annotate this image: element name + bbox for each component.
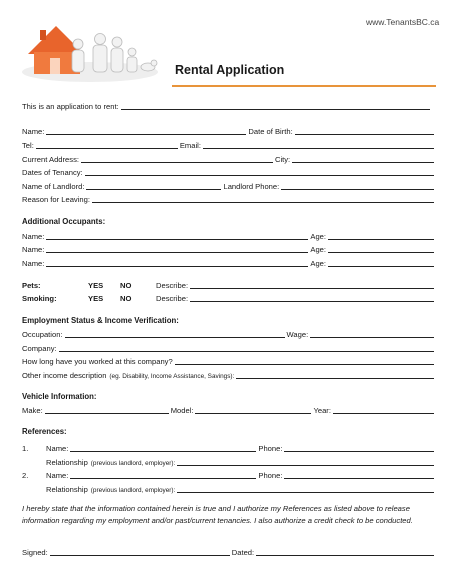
pets-row: Pets: YES NO Describe:: [22, 280, 436, 290]
tel-field[interactable]: [36, 140, 178, 149]
rent-field[interactable]: [121, 101, 430, 110]
occupant-age-field[interactable]: [328, 231, 434, 240]
reference-1-name-field[interactable]: [70, 443, 256, 452]
wage-field[interactable]: [310, 329, 434, 338]
reference-1-name-row: 1. Name: Phone:: [22, 443, 436, 453]
signature-row: Signed: Dated:: [22, 547, 436, 557]
occupant-name-field[interactable]: [46, 258, 308, 267]
current-address-field[interactable]: [81, 154, 273, 163]
occupant-row: Name: Age:: [22, 244, 436, 254]
occupant-age-field[interactable]: [328, 258, 434, 267]
dob-field[interactable]: [295, 126, 434, 135]
reference-2-name-row: 2. Name: Phone:: [22, 470, 436, 480]
reference-1-relationship-row: Relationship (previous landlord, employer):: [46, 457, 436, 467]
name-row: Name: Date of Birth:: [22, 126, 436, 136]
reason-field[interactable]: [92, 194, 434, 203]
dates-tenancy-field[interactable]: [85, 167, 434, 176]
occupant-name-field[interactable]: [46, 244, 308, 253]
reference-2-relationship-field[interactable]: [177, 484, 434, 493]
other-income-field[interactable]: [236, 370, 434, 379]
reference-1-phone-field[interactable]: [284, 443, 434, 452]
how-long-row: How long have you worked at this company?: [22, 356, 436, 366]
smoking-yes-option[interactable]: YES: [88, 294, 104, 303]
smoking-row: Smoking: YES NO Describe:: [22, 293, 436, 303]
reference-2-name-field[interactable]: [70, 470, 256, 479]
page-title: Rental Application: [175, 63, 285, 77]
reference-2-relationship-row: Relationship (previous landlord, employer):: [46, 484, 436, 494]
vehicle-row: Make: Model: Year:: [22, 405, 436, 415]
name-field[interactable]: [46, 126, 246, 135]
dates-tenancy-row: Dates of Tenancy:: [22, 167, 436, 177]
authorization-statement: I hereby state that the information contained herein is true and I authorize my References as listed above to release information regarding my employment and/or past/current tenancies. I also authorize a credit check to be conducted.: [22, 504, 413, 525]
tel-row: Tel: Email:: [22, 140, 436, 150]
employment-heading: Employment Status & Income Verification:: [22, 316, 179, 325]
city-field[interactable]: [292, 154, 434, 163]
company-row: Company:: [22, 343, 436, 353]
landlord-name-field[interactable]: [86, 181, 221, 190]
occupation-row: Occupation: Wage:: [22, 329, 436, 339]
make-field[interactable]: [45, 405, 169, 414]
occupant-name-field[interactable]: [46, 231, 308, 240]
other-income-row: Other income description (eg. Disability, Income Assistance, Savings):: [22, 370, 436, 380]
landlord-phone-field[interactable]: [281, 181, 434, 190]
vehicle-heading: Vehicle Information:: [22, 392, 97, 401]
date-field[interactable]: [256, 547, 434, 556]
pets-yes-option[interactable]: YES: [88, 281, 104, 290]
family-house-logo: [20, 14, 160, 84]
signature-field[interactable]: [50, 547, 230, 556]
year-field[interactable]: [333, 405, 434, 414]
address-row: Current Address: City:: [22, 154, 436, 164]
smoking-no-option[interactable]: NO: [120, 294, 132, 303]
email-field[interactable]: [203, 140, 434, 149]
company-field[interactable]: [59, 343, 434, 352]
occupant-row: Name: Age:: [22, 231, 436, 241]
landlord-row: Name of Landlord: Landlord Phone:: [22, 181, 436, 191]
reason-row: Reason for Leaving:: [22, 194, 436, 204]
references-heading: References:: [22, 427, 67, 436]
title-underline: [172, 85, 436, 87]
pets-describe-field[interactable]: [190, 280, 434, 289]
additional-occupants-heading: Additional Occupants:: [22, 217, 106, 226]
smoking-describe-field[interactable]: [190, 293, 434, 302]
reference-2-phone-field[interactable]: [284, 470, 434, 479]
reference-1-relationship-field[interactable]: [177, 457, 434, 466]
occupant-row: Name: Age:: [22, 258, 436, 268]
pets-no-option[interactable]: NO: [120, 281, 132, 290]
occupation-field[interactable]: [65, 329, 285, 338]
occupant-age-field[interactable]: [328, 244, 434, 253]
model-field[interactable]: [195, 405, 311, 414]
rent-row: This is an application to rent:: [22, 101, 432, 111]
how-long-field[interactable]: [175, 356, 434, 365]
site-url[interactable]: www.TenantsBC.ca: [366, 17, 440, 27]
